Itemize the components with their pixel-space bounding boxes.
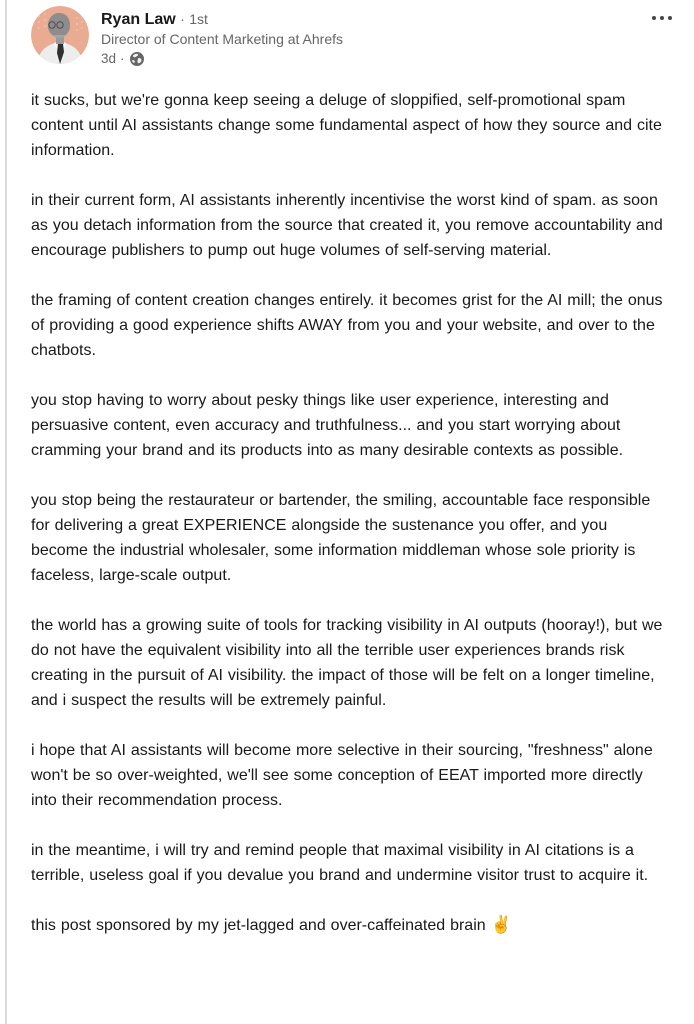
meta-separator: ·	[120, 51, 125, 66]
connection-degree: 1st	[189, 11, 208, 27]
victory-hand-emoji: ✌️	[490, 915, 512, 935]
post-paragraph: it sucks, but we're gonna keep seeing a deluge of sloppified, self-promotional spam content until AI assistants change some fundamental aspect of how they source and cite information.	[31, 92, 662, 159]
post-header	[31, 6, 664, 68]
post-paragraph: you stop being the restaurateur or bartender, the smiling, accountable face responsible for delivering a great EXPERIENCE alongside the sustenance you offer, and you become the industrial wholesaler, some information middleman whose sole priority is faceless, large-scale output.	[31, 492, 651, 584]
avatar[interactable]	[31, 6, 89, 64]
post-content	[31, 88, 665, 938]
post-paragraph: in their current form, AI assistants inherently incentivise the worst kind of spam. as soon as you detach information from the source that created it, you remove accountability and encourage publishers to pump out huge volumes of self-serving material.	[31, 192, 663, 259]
ellipsis-icon	[668, 16, 672, 20]
timestamp: 3d	[101, 51, 117, 66]
author-name[interactable]: Ryan Law	[101, 11, 176, 28]
post-meta	[101, 49, 343, 68]
post-paragraph: the world has a growing suite of tools for tracking visibility in AI outputs (hooray!), but we do not have the equivalent visibility into all the terrible user experiences brands risk creating in the pursuit of AI visibility. the impact of those will be felt on a longer timeline, and i suspect the results will be extremely painful.	[31, 617, 663, 709]
post-paragraph: in the meantime, i will try and remind people that maximal visibility in AI citations is a terrible, useless goal if you devalue you brand and undermine visitor trust to acquire it.	[31, 842, 649, 884]
author-headline: Director of Content Marketing at Ahrefs	[101, 31, 343, 47]
globe-icon	[129, 51, 145, 67]
overflow-menu-button[interactable]	[646, 10, 678, 26]
ellipsis-icon	[652, 16, 656, 20]
profile-photo	[31, 6, 89, 64]
ellipsis-icon	[660, 16, 664, 20]
name-line	[101, 9, 343, 30]
post-paragraph: you stop having to worry about pesky things like user experience, interesting and persuasive content, even accuracy and truthfulness... and you start worrying about cramming your brand and its products into as many desirable contexts as possible.	[31, 392, 624, 459]
header-text	[101, 6, 343, 68]
post-paragraph: i hope that AI assistants will become more selective in their sourcing, "freshness" alone won't be so over-weighted, we'll see some conception of EEAT imported more directly into their recommendation process.	[31, 742, 653, 809]
post-paragraph-text: this post sponsored by my jet-lagged and over-caffeinated brain	[31, 917, 486, 934]
post-paragraph: the framing of content creation changes entirely. it becomes grist for the AI mill; the onus of providing a good experience shifts AWAY from you and your website, and over to the chatbots.	[31, 292, 663, 359]
post-paragraph	[31, 913, 665, 938]
name-separator: ·	[180, 11, 185, 27]
